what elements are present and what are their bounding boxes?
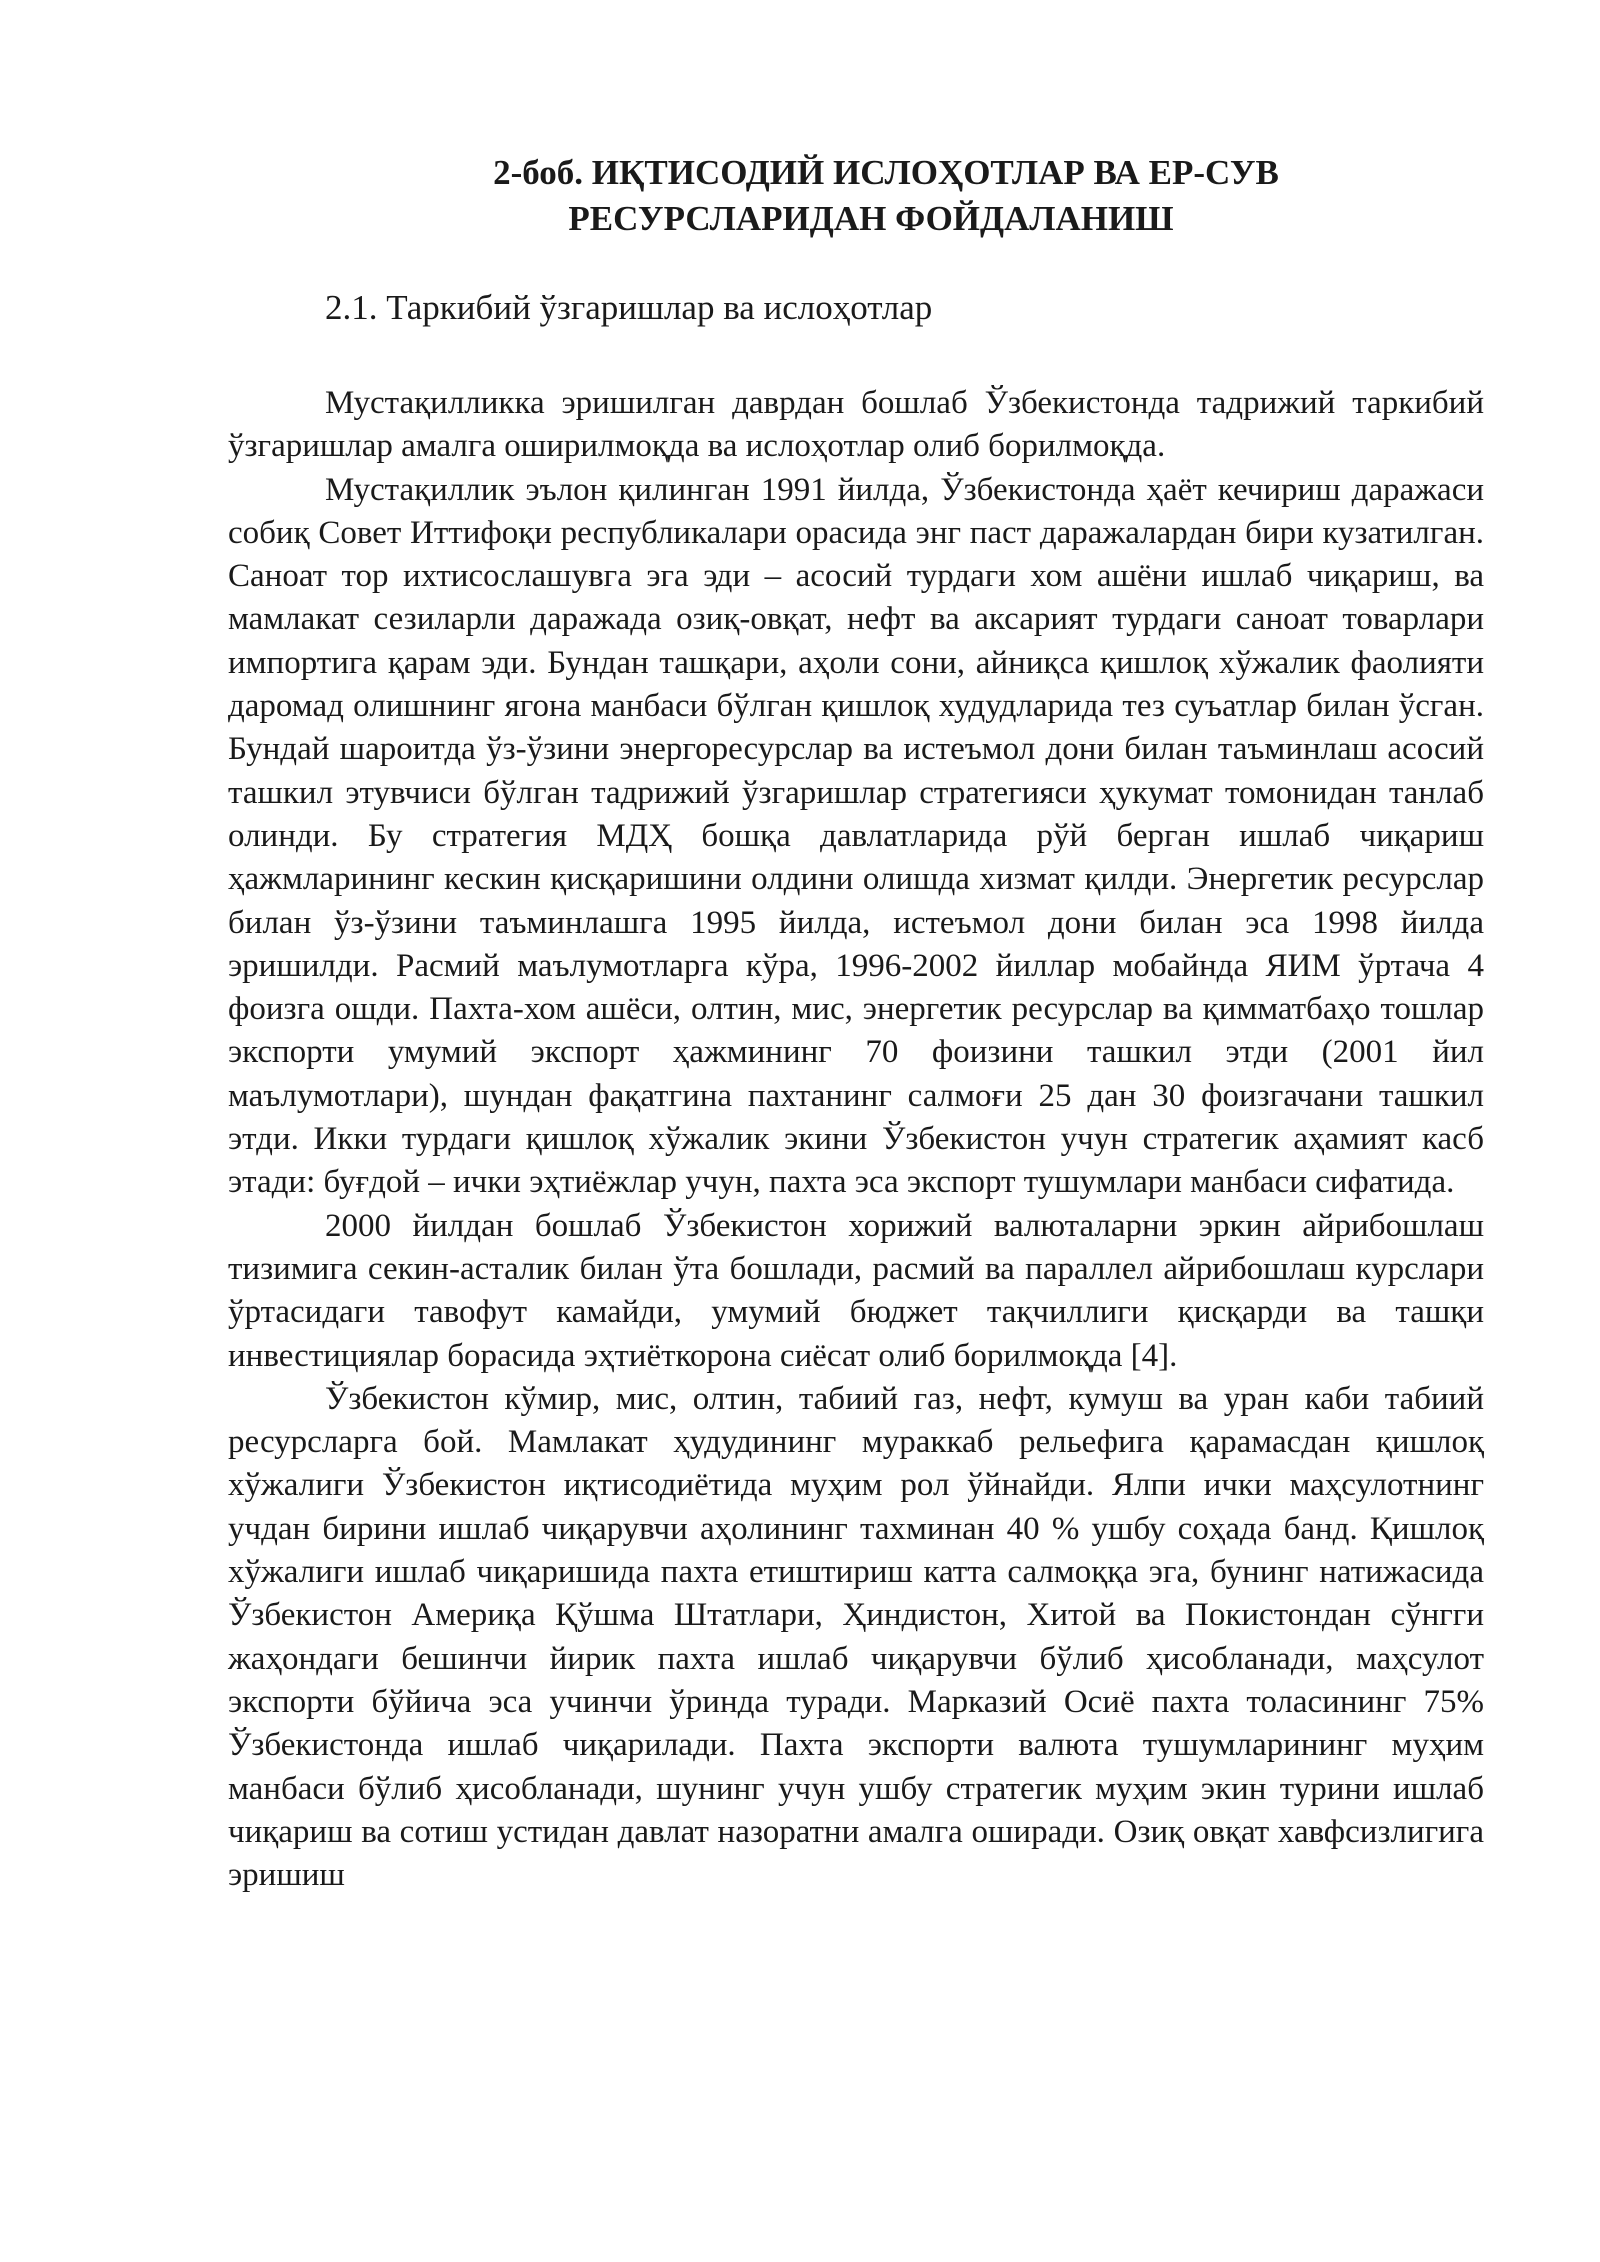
document-page (228, 150, 1484, 1897)
paragraph: Мустақилликка эришилган даврдан бошлаб Ўзбекистонда тадрижий таркибий ўзгаришлар амалга оширилмоқда ва ислоҳотлар олиб борилмоқда. (228, 385, 1484, 465)
paragraph: Мустақиллик эълон қилинган 1991 йилда, Ўзбекистонда ҳаёт кечириш даражаси собиқ Совет Иттифоқи республикалари орасида энг паст даражалардан бири кузатилган. Саноат тор ихтисослашувга эга эди – асосий турдаги хом ашёни ишлаб чиқариш, ва мамлакат сезиларли даражада озиқ-овқат, нефт ва аксарият турдаги саноат товарлари импортига қарам эди. Бундан ташқари, аҳоли сони, айниқса қишлоқ хўжалик фаолияти даромад олишнинг ягона манбаси бўлган қишлоқ худудларида тез суъатлар билан ўсган. Бундай шароитда ўз-ўзини энергоресурслар ва истеъмол дони билан таъминлаш асосий ташкил этувчиси бўлган тадрижий ўзгаришлар стратегияси ҳукумат томонидан танлаб олинди. Бу стратегия МДҲ бошқа давлатларида рўй берган ишлаб чиқариш ҳажмларининг кескин қисқаришини олдини олишда хизмат қилди. Энергетик ресурслар билан ўз-ўзини таъминлашга 1995 йилда, истеъмол дони билан эса 1998 йилда эришилди. Расмий маълумотларга кўра, 1996-2002 йиллар мобайнда ЯИМ ўртача 4 фоизга ошди. Пахта-хом ашёси, олтин, мис, энергетик ресурслар ва қимматбаҳо тошлар экспорти умумий экспорт ҳажмининг 70 фоизини ташкил этди (2001 йил маълумотлари), шундан фақатгина пахтанинг салмоғи 25 дан 30 фоизгачани ташкил этди. Икки турдаги қишлоқ хўжалик экини Ўзбекистон учун стратегик аҳамият касб этади: буғдой – ички эҳтиёжлар учун, пахта эса экспорт тушумлари манбаси сифатида. (228, 471, 1484, 1201)
body-text (228, 382, 1484, 1897)
paragraph: 2000 йилдан бошлаб Ўзбекистон хорижий валюталарни эркин айрибошлаш тизимига секин-асталик билан ўта бошлади, расмий ва параллел айрибошлаш курслари ўртасидаги тавофут камайди, умумий бюджет тақчиллиги қисқарди ва ташқи инвестициялар борасида эҳтиёткорона сиёсат олиб борилмоқда [4]. (228, 1207, 1484, 1374)
chapter-title-line-2: РЕСУРСЛАРИДАН ФОЙДАЛАНИШ (568, 199, 1174, 238)
section-title: 2.1. Таркибий ўзгаришлар ва ислоҳотлар (325, 288, 933, 327)
chapter-title-line-1: 2-боб. ИҚТИСОДИЙ ИСЛОҲОТЛАР ВА ЕР-СУВ (493, 153, 1279, 192)
chapter-title (228, 150, 1484, 242)
paragraph: Ўзбекистон кўмир, мис, олтин, табиий газ, нефт, кумуш ва уран каби табиий ресурсларга бой. Мамлакат ҳудудининг мураккаб рельефига қарамасдан қишлоқ хўжалиги Ўзбекистон иқтисодиётида муҳим рол ўйнайди. Ялпи ички маҳсулотнинг учдан бирини ишлаб чиқарувчи аҳолининг тахминан 40 % ушбу соҳада банд. Қишлоқ хўжалиги ишлаб чиқаришида пахта етиштириш катта салмоққа эга, бунинг натижасида Ўзбекистон Америқа Қўшма Штатлари, Ҳиндистон, Хитой ва Покистондан сўнгги жаҳондаги бешинчи йирик пахта ишлаб чиқарувчи бўлиб ҳисобланади, маҳсулот экспорти бўйича эса учинчи ўринда туради. Марказий Осиё пахта толасининг 75% Ўзбекистонда ишлаб чиқарилади. Пахта экспорти валюта тушумларининг муҳим манбаси бўлиб ҳисобланади, шунинг учун ушбу стратегик муҳим экин турини ишлаб чиқариш ва сотиш устидан давлат назоратни амалга оширади. Озиқ овқат хавфсизлигига эришиш (228, 1380, 1484, 1894)
